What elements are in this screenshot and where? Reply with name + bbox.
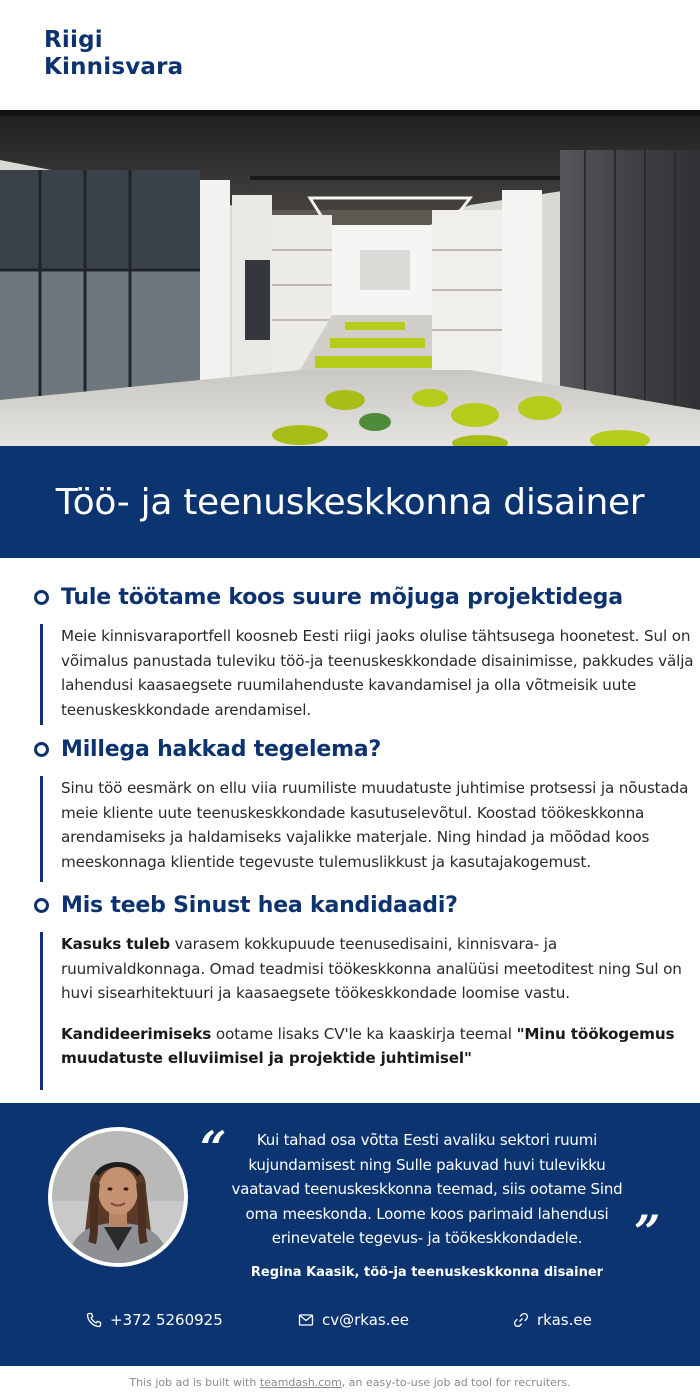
bold-lead: Kandideerimiseks	[61, 1024, 212, 1043]
phone-icon	[86, 1312, 102, 1328]
job-title-banner	[0, 446, 700, 558]
testimonial-text: Kui tahad osa võtta Eesti avaliku sektori ruumi kujundamisest ning Sulle pakuvad huvi tulevikku vaatavad teenuskeskkonna teemad, siis ootame Sind oma meeskonda. Loome koos parimaid lahendusi erinevatele tegevus- ja töökeskkondadele.	[231, 1131, 623, 1247]
header	[0, 0, 700, 110]
section-text: Kasuks tuleb varasem kokkupuude teenusedisaini, kinnisvara- ja ruumivaldkonnaga. Omad teadmisi töökeskkonna analüüsi meetoditest ning Sul on huvi sisearhitektuuri ja kaasaegsete töökeskkondade loomise vastu.	[61, 935, 682, 1002]
avatar	[48, 1127, 188, 1267]
section-text: Sinu töö eesmärk on ellu viia ruumiliste muudatuste juhtimise protsessi ja nõustada meie kliente uute teenuskeskkondade kasutuselevõtul. Koostad töökeskkonna arendamiseks ja haldamiseks vajalikke materjale. Ning hindad ja mõõdad koos meeskonnaga klientide tegevuste tulemuslikkust ja kasutajakogemust.	[61, 779, 689, 871]
job-description	[0, 558, 700, 1090]
logo-line-2: Kinnisvara	[44, 54, 184, 80]
logo-line-1: Riigi	[44, 27, 103, 53]
phone-number[interactable]: +372 5260925	[110, 1311, 223, 1329]
section-heading: Millega hakkad tegelema?	[61, 736, 382, 762]
website-link[interactable]: rkas.ee	[537, 1311, 592, 1329]
section-candidate	[34, 890, 700, 1090]
hero-image	[0, 110, 700, 446]
contact-website[interactable]	[513, 1311, 592, 1329]
circle-bullet-icon	[34, 590, 49, 605]
section-projects	[34, 582, 700, 725]
link-icon	[513, 1312, 529, 1328]
section-text: Kandideerimiseks ootame lisaks CV'le ka kaaskirja teemal "Minu töökogemus muudatuste elluviimisel ja projektide juhtimisel"	[61, 1024, 675, 1067]
mail-icon	[298, 1312, 314, 1328]
section-heading: Mis teeb Sinust hea kandidaadi?	[61, 892, 458, 918]
contact-email[interactable]	[298, 1311, 409, 1329]
footer: This job ad is built with teamdash.com, an easy-to-use job ad tool for recruiters.	[129, 1376, 571, 1389]
testimonial-block	[0, 1103, 700, 1366]
section-tasks	[34, 734, 700, 882]
bold-lead: Kasuks tuleb	[61, 935, 170, 953]
circle-bullet-icon	[34, 742, 49, 757]
quote-open-icon: “	[200, 1121, 227, 1175]
quote-close-icon: ”	[634, 1205, 661, 1259]
email-address[interactable]: cv@rkas.ee	[322, 1311, 409, 1329]
job-title: Töö- ja teenuskeskkonna disainer	[55, 481, 645, 523]
section-text: Meie kinnisvaraportfell koosneb Eesti riigi jaoks olulise tähtsusega hoonetest. Sul on võimalus panustada tuleviku töö-ja teenuskeskkondade disainimisse, pakkudes välja lahendusi kaasaegsete ruumilahenduste kavandamisel ja olla võtmeisik uute teenuskeskkondade arendamisel.	[61, 627, 694, 719]
contact-phone[interactable]	[86, 1311, 223, 1329]
teamdash-link[interactable]: teamdash.com	[259, 1376, 342, 1389]
cover-letter-topic: "Minu töökogemus muudatuste elluviimisel ja projektide juhtimisel"	[61, 1024, 675, 1067]
testimonial-author: Regina Kaasik, töö-ja teenuskeskkonna disainer	[250, 1265, 604, 1280]
circle-bullet-icon	[34, 898, 49, 913]
company-logo[interactable]	[44, 27, 700, 81]
section-heading: Tule töötame koos suure mõjuga projektidega	[61, 584, 623, 610]
contact-row	[0, 1311, 700, 1335]
